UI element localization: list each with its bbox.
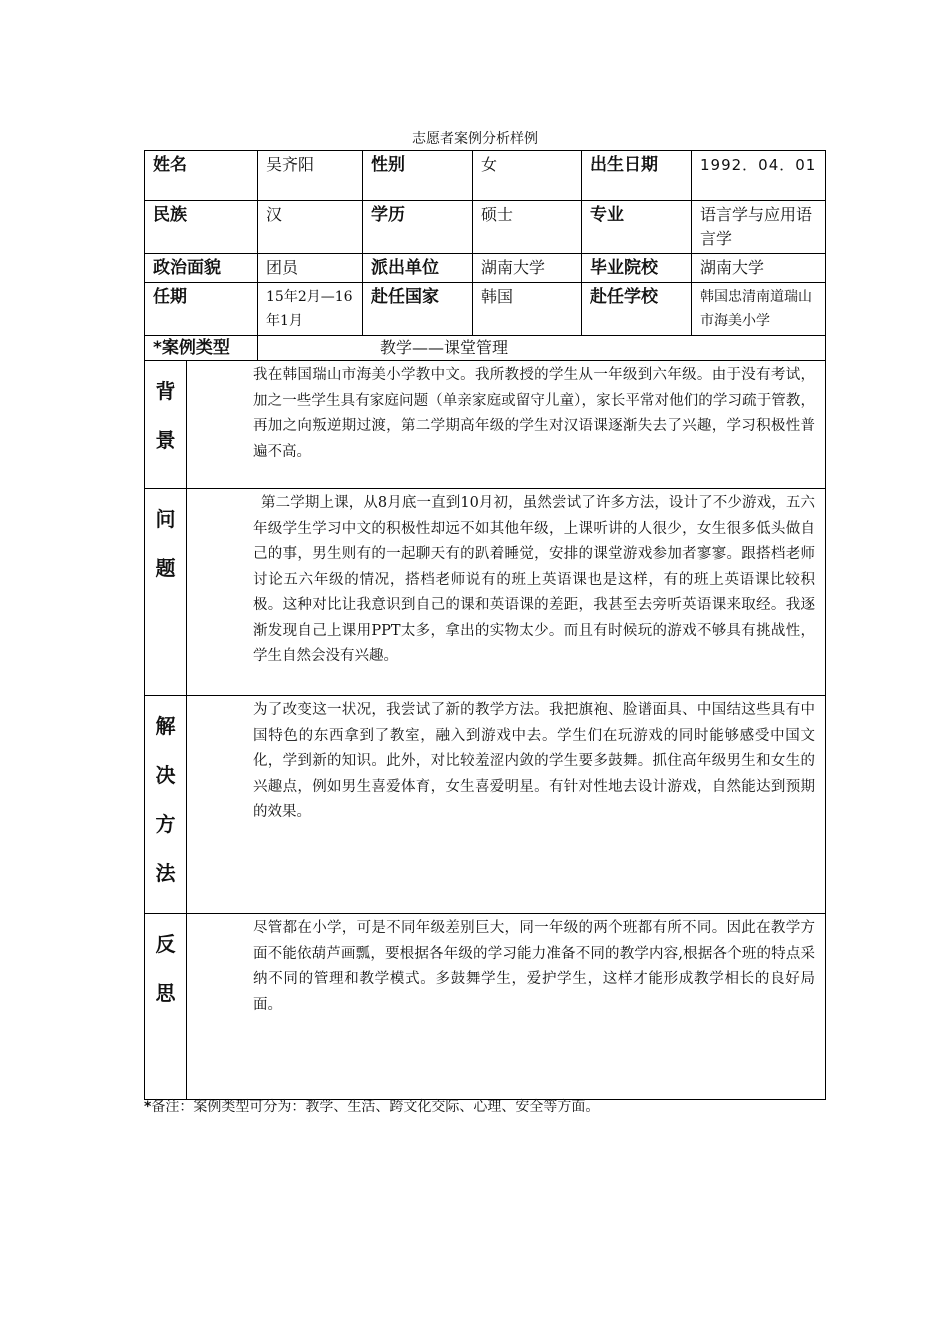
reflection-text: 尽管都在小学，可是不同年级差别巨大，同一年级的两个班都有所不同。因此在教学方面不能依葫芦画瓢，要根据各年级的学习能力准备不同的教学内容,根据各个班的特点采纳不同的管理和教学模式。多鼓舞学生，爱护学生，这样才能形成教学相长的良好局面。: [187, 914, 826, 1100]
dispatch-unit-label: 派出单位: [363, 254, 473, 283]
footnote-text: 备注：案例类型可分为：教学、生活、跨文化交际、心理、安全等方面。: [151, 1099, 600, 1115]
case-type-value: 教学——课堂管理: [258, 336, 826, 361]
education-value: 硕士: [473, 201, 582, 254]
label-char: 方: [155, 812, 176, 836]
host-school-label: 赴任学校: [582, 283, 692, 336]
graduate-school-value: 湖南大学: [692, 254, 826, 283]
name-label: 姓名: [145, 151, 258, 201]
solution-text: 为了改变这一状况，我尝试了新的教学方法。我把旗袍、脸谱面具、中国结这些具有中国特色的东西拿到了教室，融入到游戏中去。学生们在玩游戏的同时能够感受中国文化，学到新的知识。此外，对比较羞涩内敛的学生要多鼓舞。抓住高年级男生和女生的兴趣点，例如男生喜爱体育，女生喜爱明星。有针对性地去设计游戏，自然能达到预期的效果。: [187, 696, 826, 914]
gender-value: 女: [473, 151, 582, 201]
host-country-label: 赴任国家: [363, 283, 473, 336]
page-title: 志愿者案例分析样例: [412, 131, 538, 147]
major-value: 语言学与应用语言学: [692, 201, 826, 254]
label-char: 景: [155, 428, 176, 452]
label-char: 法: [155, 861, 176, 885]
label-char: 决: [155, 763, 176, 787]
background-label: [145, 361, 187, 489]
reflection-label: [145, 914, 187, 1100]
name-value: 吴齐阳: [258, 151, 363, 201]
host-country-value: 韩国: [473, 283, 582, 336]
major-label: 专业: [582, 201, 692, 254]
footnote: [144, 1096, 599, 1116]
political-status-value: 团员: [258, 254, 363, 283]
footnote-star: *: [144, 1099, 152, 1115]
label-char: 解: [155, 714, 176, 738]
dispatch-unit-value: 湖南大学: [473, 254, 582, 283]
ethnicity-label: 民族: [145, 201, 258, 254]
case-analysis-table: [144, 150, 826, 1100]
solution-label: [145, 696, 187, 914]
gender-label: 性别: [363, 151, 473, 201]
birth-date-value: 1992．04．01: [692, 151, 826, 201]
background-text: 我在韩国瑞山市海美小学教中文。我所教授的学生从一年级到六年级。由于没有考试，加之一些学生具有家庭问题（单亲家庭或留守儿童），家长平常对他们的学习疏于管教，再加之向叛逆期过渡，第二学期高年级的学生对汉语课逐渐失去了兴趣，学习积极性普遍不高。: [187, 361, 826, 489]
case-type-label: *案例类型: [145, 336, 258, 361]
education-label: 学历: [363, 201, 473, 254]
label-char: 背: [155, 379, 176, 403]
term-value: 15年2月—16年1月: [258, 283, 363, 336]
label-char: 题: [155, 556, 176, 580]
host-school-value: 韩国忠清南道瑞山市海美小学: [692, 283, 826, 336]
problem-label: [145, 489, 187, 696]
label-char: 思: [155, 981, 176, 1005]
ethnicity-value: 汉: [258, 201, 363, 254]
birth-date-label: 出生日期: [582, 151, 692, 201]
label-char: 问: [155, 507, 176, 531]
term-label: 任期: [145, 283, 258, 336]
problem-text: 第二学期上课，从8月底一直到10月初，虽然尝试了许多方法，设计了不少游戏，五六年级学生学习中文的积极性却远不如其他年级，上课听讲的人很少，女生很多低头做自己的事，男生则有的一起聊天有的趴着睡觉，安排的课堂游戏参加者寥寥。跟搭档老师讨论五六年级的情况，搭档老师说有的班上英语课也是这样，有的班上英语课比较积极。这种对比让我意识到自己的课和英语课的差距，我甚至去旁听英语课来取经。我逐渐发现自己上课用PPT太多，拿出的实物太少。而且有时候玩的游戏不够具有挑战性，学生自然会没有兴趣。: [187, 489, 826, 696]
political-status-label: 政治面貌: [145, 254, 258, 283]
label-char: 反: [155, 932, 176, 956]
graduate-school-label: 毕业院校: [582, 254, 692, 283]
